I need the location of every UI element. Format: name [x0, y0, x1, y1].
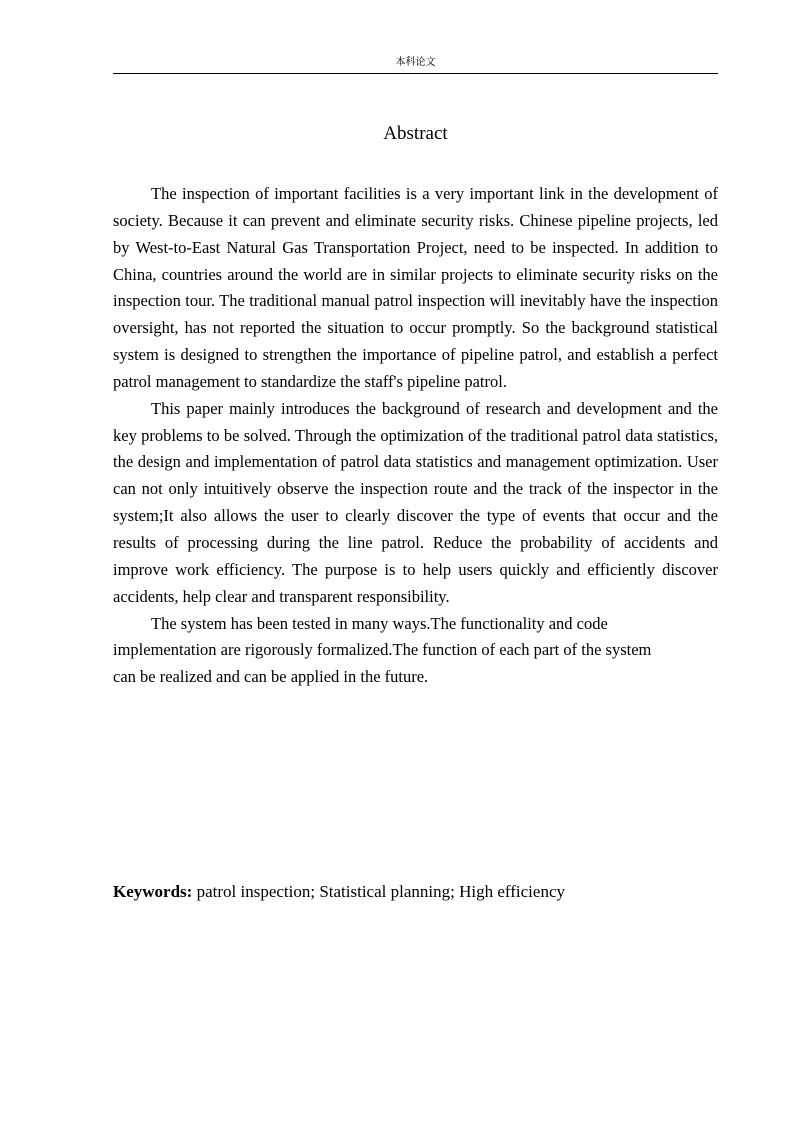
keywords-text: patrol inspection; Statistical planning; High efficiency — [192, 882, 565, 901]
abstract-paragraph-2: This paper mainly introduces the background of research and development and the key problems to be solved. Through the optimization of the traditional patrol data statistics, the design and implementation of patrol data statistics and management optimization. User can not only intuitively observe the inspection route and the track of the inspector in the system;It also allows the user to clearly discover the type of events that occur and the results of processing during the line patrol. Reduce the probability of accidents and improve work efficiency. The purpose is to help users quickly and efficiently discover accidents, help clear and transparent responsibility. — [113, 398, 718, 606]
running-header: 本科论文 — [395, 57, 436, 68]
keywords-label: Keywords: — [113, 882, 193, 901]
abstract-paragraph-3: The system has been tested in many ways.The functionality and code implementation are rigorously formalized.The function of each part of the system can be realized and can be applied in the future. — [113, 613, 652, 687]
abstract-paragraph-1: The inspection of important facilities is a very important link in the development of society. Because it can prevent and eliminate security risks. Chinese pipeline projects, led by West-to-East Natural Gas Transportation Project, need to be inspected. In addition to China, countries around the world are in similar projects to eliminate security risks on the inspection tour. The traditional manual patrol inspection will inevitably have the inspection oversight, has not reported the situation to occur promptly. So the background statistical system is designed to strengthen the importance of pipeline patrol, and establish a perfect patrol management to standardize the staff's pipeline patrol. — [113, 184, 718, 391]
abstract-title: Abstract — [383, 123, 448, 144]
header-rule — [113, 73, 718, 74]
keywords-line — [113, 879, 718, 905]
abstract-body — [113, 181, 718, 691]
